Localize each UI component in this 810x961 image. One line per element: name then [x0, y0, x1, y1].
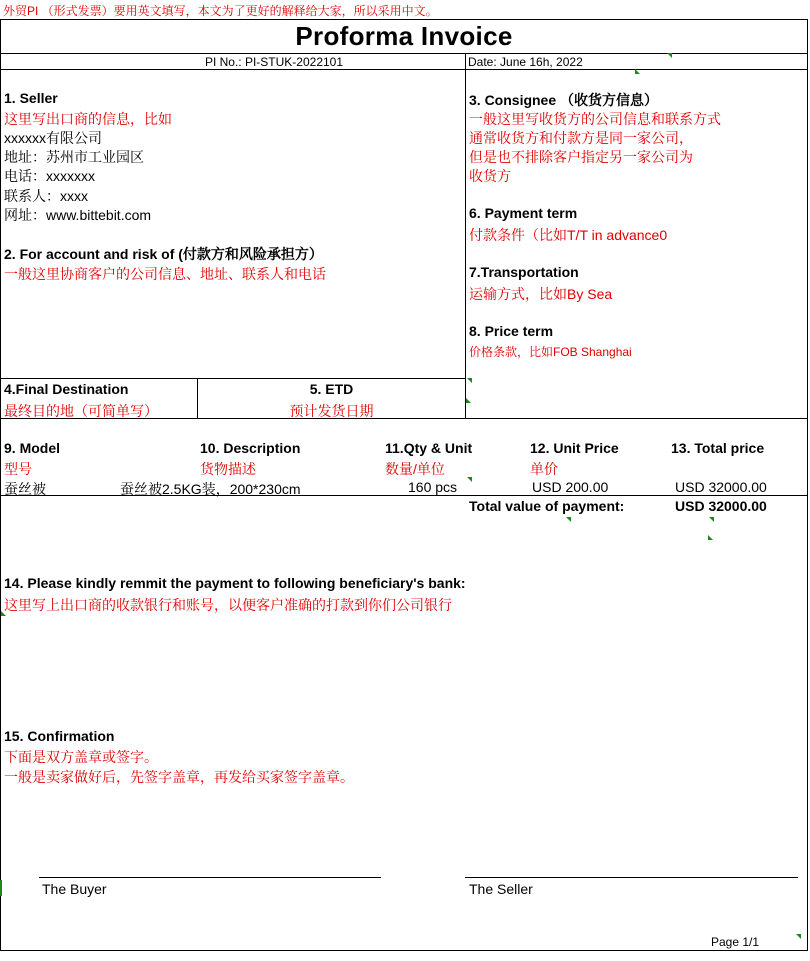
- cell-comment-marker-icon: [796, 934, 801, 939]
- pi-number: PI No.: PI-STUK-2022101: [204, 55, 344, 69]
- row-unit-price: USD 200.00: [532, 479, 609, 495]
- seller-note: 这里写出口商的信息，比如: [4, 111, 172, 127]
- cell-comment-marker-icon: [467, 477, 472, 482]
- payment-note: 付款条件（比如T/T in advance0: [469, 227, 668, 243]
- col-total-price-header: 13. Total price: [671, 440, 765, 456]
- col-model-subheader: 型号: [4, 461, 32, 477]
- col-model-header: 9. Model: [4, 440, 61, 456]
- col-description-header: 10. Description: [200, 440, 301, 456]
- seller-signature-line: [465, 877, 798, 878]
- consignee-line: 通常收货方和付款方是同一家公司，: [469, 130, 693, 146]
- seller-line: 地址：苏州市工业园区: [4, 149, 144, 165]
- cell-comment-marker-icon: [635, 69, 640, 74]
- col-unit-price-subheader: 单价: [530, 461, 558, 477]
- confirmation-heading: 15. Confirmation: [4, 728, 115, 744]
- seller-signature-label: The Seller: [469, 881, 533, 897]
- account-heading: 2. For account and risk of (付款方和风险承担方）: [4, 246, 323, 262]
- consignee-line: 一般这里写收货方的公司信息和联系方式: [469, 111, 721, 127]
- buyer-signature-label: The Buyer: [42, 881, 107, 897]
- cell-comment-marker-icon: [667, 53, 672, 58]
- transport-note: 运输方式，比如By Sea: [469, 286, 613, 302]
- confirmation-line: 一般是卖家做好后，先签字盖章，再发给买家签字盖章。: [4, 769, 354, 785]
- invoice-date: Date: June 16h, 2022: [468, 55, 583, 69]
- etd-note: 预计发货日期: [289, 403, 374, 419]
- upper-section-bottom: [0, 418, 808, 419]
- destination-heading: 4.Final Destination: [4, 381, 129, 397]
- frame-bottom: [0, 950, 808, 951]
- total-label: Total value of payment:: [469, 498, 625, 514]
- total-value: USD 32000.00: [675, 498, 767, 514]
- buyer-signature-line: [39, 877, 381, 878]
- etd-heading: 5. ETD: [309, 381, 354, 397]
- seller-heading: 1. Seller: [4, 90, 58, 106]
- bank-heading: 14. Please kindly remmit the payment to following beneficiary's bank:: [4, 575, 466, 591]
- account-note: 一般这里协商客户的公司信息、地址、联系人和电话: [4, 266, 326, 282]
- row-marker-icon: [0, 880, 2, 896]
- upper-column-divider: [465, 69, 466, 418]
- price-term-heading: 8. Price term: [469, 323, 554, 339]
- top-note: 外贸PI （形式发票）要用英文填写，本文为了更好的解释给大家，所以采用中文。: [3, 4, 438, 18]
- cell-comment-marker-icon: [467, 378, 472, 383]
- row-description: 蚕丝被2.5KG装，200*230cm: [120, 481, 301, 497]
- destination-top: [0, 378, 466, 379]
- row-model: 蚕丝被: [4, 481, 46, 497]
- cell-comment-marker-icon: [708, 535, 713, 540]
- col-qty-subheader: 数量/单位: [385, 461, 445, 477]
- invoice-title: Proforma Invoice: [295, 21, 513, 51]
- row-total-price: USD 32000.00: [675, 479, 767, 495]
- col-unit-price-header: 12. Unit Price: [530, 440, 619, 456]
- pi-row-bottom: [0, 69, 808, 70]
- bank-note: 这里写上出口商的收款银行和账号，以便客户准确的打款到你们公司银行: [4, 597, 452, 613]
- page-number: Page 1/1: [711, 935, 760, 949]
- row-qty: 160 pcs: [408, 479, 458, 495]
- col-description-subheader: 货物描述: [200, 461, 256, 477]
- title-divider: [0, 53, 808, 54]
- destination-note: 最终目的地（可简单写）: [4, 403, 158, 419]
- pi-row-divider: [465, 53, 466, 69]
- cell-comment-marker-icon: [566, 517, 571, 522]
- consignee-line: 收货方: [469, 168, 511, 184]
- seller-line: 联系人：xxxx: [4, 188, 88, 204]
- seller-line: xxxxxx有限公司: [4, 130, 102, 146]
- frame-top: [0, 19, 808, 20]
- col-qty-header: 11.Qty & Unit: [385, 440, 473, 456]
- consignee-line: 但是也不排除客户指定另一家公司为: [469, 149, 693, 165]
- cell-comment-marker-icon: [709, 517, 714, 522]
- frame-right: [807, 19, 808, 951]
- price-term-note: 价格条款，比如FOB Shanghai: [469, 345, 632, 359]
- seller-line: 网址：www.bittebit.com: [4, 207, 152, 223]
- table-row-bottom: [0, 495, 808, 496]
- confirmation-line: 下面是双方盖章或签字。: [4, 749, 158, 765]
- consignee-heading: 3. Consignee （收货方信息）: [469, 92, 659, 108]
- payment-heading: 6. Payment term: [469, 205, 578, 221]
- frame-left: [0, 19, 1, 951]
- cell-comment-marker-icon: [1, 611, 6, 616]
- transport-heading: 7.Transportation: [469, 264, 579, 280]
- cell-comment-marker-icon: [466, 398, 471, 403]
- seller-line: 电话：xxxxxxx: [4, 168, 95, 184]
